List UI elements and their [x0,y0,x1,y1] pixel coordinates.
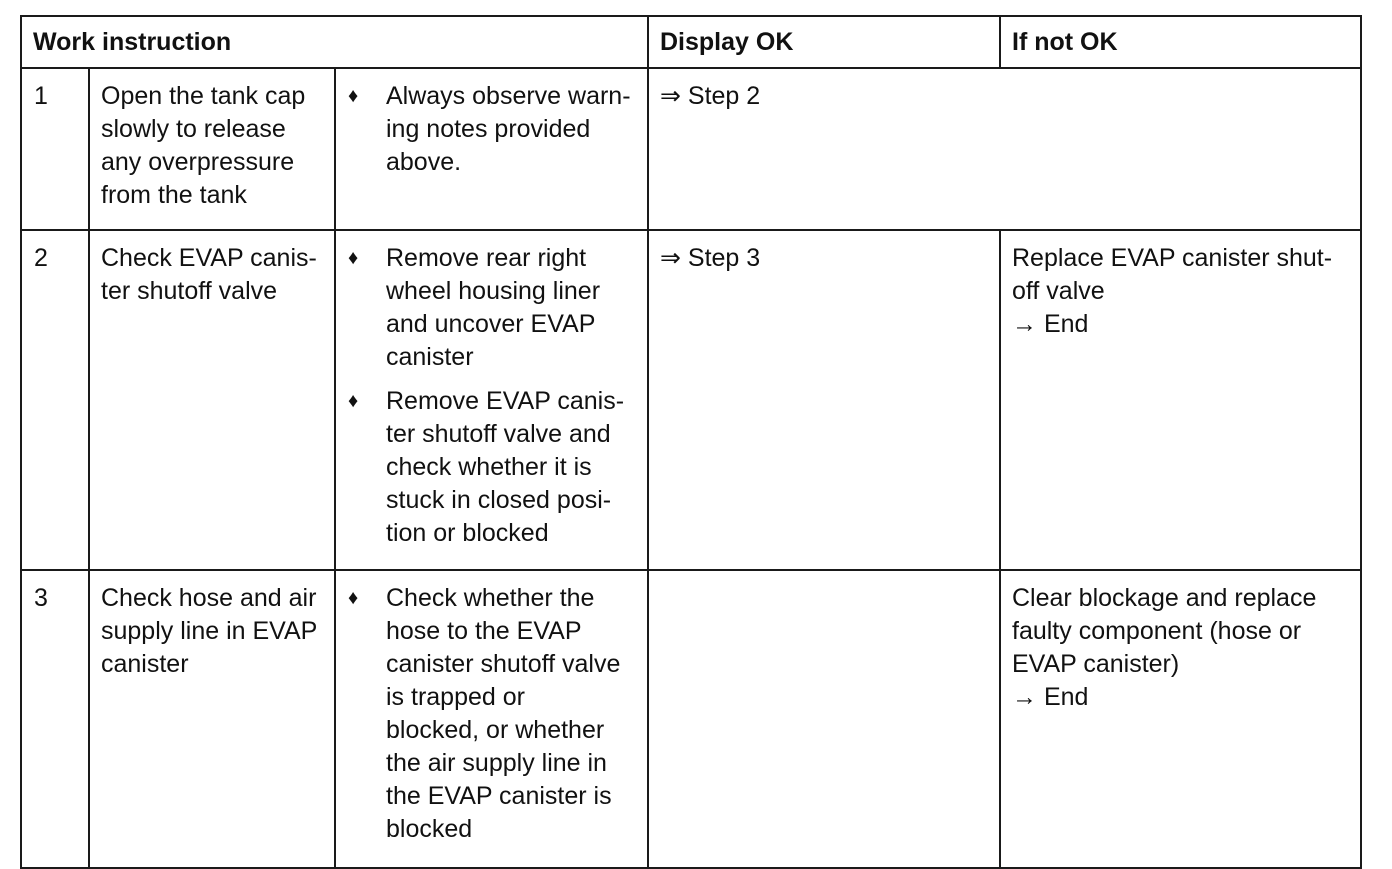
table-row [21,570,1361,868]
note-line: the air supply line in [386,749,607,777]
instruction-line: canister [101,650,189,678]
note-line: above. [386,148,462,176]
instruction-line: Open the tank cap [101,82,306,110]
if-not-ok-line: off valve [1012,277,1105,305]
table-row [21,68,1361,230]
note-line: check whether it is [386,453,592,481]
note-line: the EVAP canister is [386,782,612,810]
note-line: hose to the EVAP [386,617,582,645]
instruction-line: supply line in EVAP [101,617,318,645]
display-ok-cell [648,570,1000,868]
note-line: canister [386,343,474,371]
note-line: tion or blocked [386,519,549,547]
note-line: wheel housing liner [386,277,601,305]
table-row [21,230,1361,570]
note-line: ing notes provided [386,115,591,143]
note-line: canister shutoff valve [386,650,621,678]
note-line: Remove rear right [386,244,587,272]
note-line: Always observe warn- [386,82,631,110]
display-ok-text: ⇒ Step 3 [660,244,761,272]
header-if-not-ok: If not OK [1000,16,1361,68]
note-line: ter shutoff valve and [386,420,611,448]
display-ok-cell [648,68,1361,230]
header-row [21,16,1361,68]
note-line: is trapped or [386,683,525,711]
instruction-line: from the tank [101,181,247,209]
note-line: blocked [386,815,473,843]
note-line: blocked, or whether [386,716,605,744]
if-not-ok-line: Replace EVAP canister shut- [1012,244,1333,272]
if-not-ok-line: Clear blockage and replace [1012,584,1317,612]
if-not-ok-cell [1000,230,1361,570]
header-display-ok: Display OK [648,16,1000,68]
note-line: and uncover EVAP [386,310,596,338]
note-line: Check whether the [386,584,595,612]
note-line: Remove EVAP canis- [386,387,625,415]
notes-cell [335,68,648,230]
display-ok-cell [648,230,1000,570]
diamond-bullet-icon: ♦ [348,85,359,107]
if-not-ok-line: faulty component (hose or [1012,617,1302,645]
header-work-instruction: Work instruction [21,16,648,68]
notes-cell [335,230,648,570]
notes-cell [335,570,648,868]
instruction-line: any overpressure [101,148,295,176]
bullet-item [348,582,637,846]
instruction-cell [89,570,335,868]
instruction-line: Check EVAP canis- [101,244,317,272]
instruction-line: slowly to release [101,115,286,143]
step-number: 3 [21,570,89,868]
diamond-bullet-icon: ♦ [348,390,359,412]
note-line: stuck in closed posi- [386,486,612,514]
instruction-cell [89,230,335,570]
if-not-ok-line: → End [1012,310,1089,338]
diamond-bullet-icon: ♦ [348,247,359,269]
step-number: 2 [21,230,89,570]
work-instruction-table [20,15,1362,869]
bullet-item [348,80,637,179]
if-not-ok-line: EVAP canister) [1012,650,1180,678]
if-not-ok-line: → End [1012,683,1089,711]
diamond-bullet-icon: ♦ [348,587,359,609]
display-ok-text: ⇒ Step 2 [660,82,761,110]
instruction-line: Check hose and air [101,584,317,612]
if-not-ok-cell [1000,570,1361,868]
instruction-line: ter shutoff valve [101,277,278,305]
instruction-cell [89,68,335,230]
step-number: 1 [21,68,89,230]
bullet-item [348,385,637,550]
bullet-item [348,242,637,374]
